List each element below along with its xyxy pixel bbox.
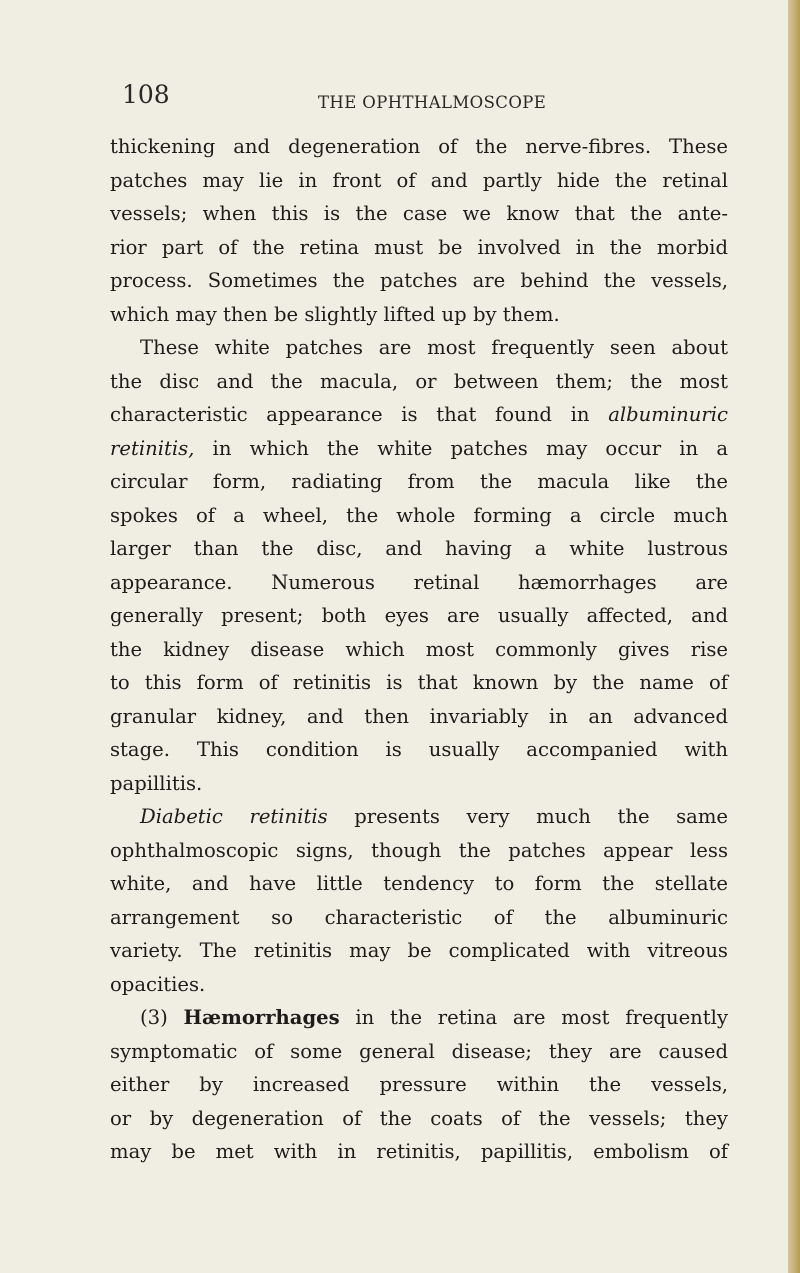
text-line: rior part of the retina must be involved in the morbid (110, 235, 728, 259)
text-line: ophthalmoscopic signs, though the patches appear less (110, 838, 728, 862)
text-line: either by increased pressure within the vessels, (110, 1073, 728, 1096)
text-line: process. Sometimes the patches are behind the vessels, (110, 269, 728, 292)
text-line: thickening and degeneration of the nerve-fibres. These (110, 135, 728, 158)
text-line: larger than the disc, and having a white lustrous (110, 537, 728, 560)
text-line: variety. The retinitis may be complicated with vitreous (110, 939, 728, 962)
italic-term: albuminuric (608, 403, 728, 426)
italic-term: Diabetic retinitis (140, 805, 328, 828)
italic-term: retinitis, (110, 436, 195, 460)
text-line: patches may lie in front of and partly hide the retinal (110, 168, 728, 192)
text-line: symptomatic of some general disease; they are caused (110, 1039, 728, 1063)
page-edge (788, 0, 800, 1273)
text-line: characteristic appearance is that found in albuminuric (110, 403, 728, 426)
page-number: 108 (122, 80, 170, 109)
text-line: white, and have little tendency to form the stellate (110, 872, 728, 895)
text-line: spokes of a wheel, the whole forming a circle much (110, 503, 728, 527)
text-line: the disc and the macula, or between them; the most (110, 369, 728, 393)
text-line: or by degeneration of the coats of the vessels; they (110, 1106, 728, 1130)
text-line: generally present; both eyes are usually affected, and (110, 604, 728, 627)
text-line: circular form, radiating from the macula like the (110, 470, 728, 493)
text-line: which may then be slightly lifted up by them. (110, 302, 560, 326)
running-head: THE OPHTHALMOSCOPE (318, 93, 547, 112)
text-line: to this form of retinitis is that known by the name of (110, 671, 728, 694)
body-text (110, 130, 728, 1169)
text-line: may be met with in retinitis, papillitis, embolism of (110, 1140, 728, 1163)
bold-term: Hæmorrhages (183, 1006, 340, 1029)
text-line: arrangement so characteristic of the albuminuric (110, 905, 728, 929)
text-line: the kidney disease which most commonly gives rise (110, 637, 728, 661)
text-line: granular kidney, and then invariably in an advanced (110, 704, 728, 728)
text-line: (3) Hæmorrhages in the retina are most frequently (140, 1006, 729, 1029)
text-line: retinitis, in which the white patches may occur in a (110, 436, 728, 460)
text-line: opacities. (110, 972, 206, 996)
text-line: These white patches are most frequently seen about (140, 336, 728, 359)
text-line: Diabetic retinitis presents very much the same (140, 805, 728, 828)
text-line: papillitis. (110, 771, 203, 795)
text-line: appearance. Numerous retinal hæmorrhages are (110, 570, 728, 594)
text-line: vessels; when this is the case we know that the ante- (110, 202, 728, 225)
text-line: stage. This condition is usually accompanied with (110, 738, 728, 761)
